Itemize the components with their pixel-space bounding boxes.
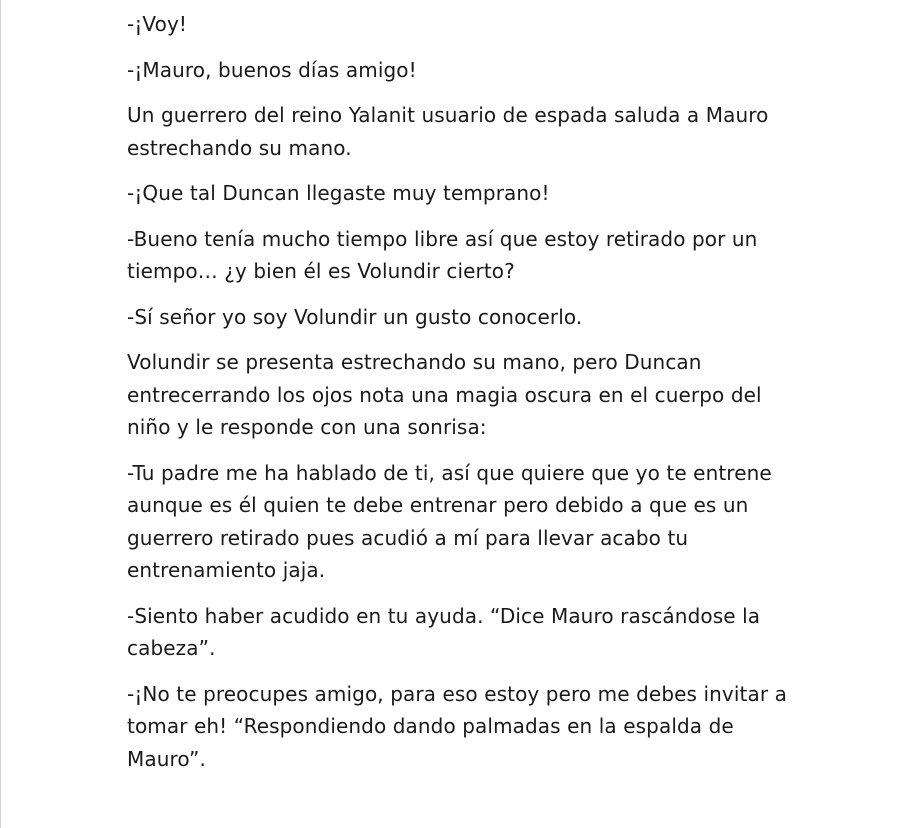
paragraph-10: -¡No te preocupes amigo, para eso estoy pero me debes invitar a tomar eh! “Respondiendo dando palmadas en la espalda de Mauro”. bbox=[127, 681, 787, 771]
paragraph-8: -Tu padre me ha hablado de ti, así que quiere que yo te entrene aunque es él quien te debe entrenar pero debido a que es un guerrero retirado pues acudió a mí para llevar acabo tu entrenamiento jaja. bbox=[127, 460, 772, 582]
document-body bbox=[127, 8, 787, 788]
paragraph-7: Volundir se presenta estrechando su mano, pero Duncan entrecerrando los ojos nota una magia oscura en el cuerpo del niño y le responde con una sonrisa: bbox=[127, 350, 762, 439]
paragraph-4: -¡Que tal Duncan llegaste muy temprano! bbox=[127, 181, 550, 205]
paragraph-9: -Siento haber acudido en tu ayuda. “Dice Mauro rascándose la cabeza”. bbox=[127, 603, 761, 660]
paragraph-3: Un guerrero del reino Yalanit usuario de espada saluda a Mauro estrechando su mano. bbox=[127, 103, 769, 160]
paragraph-5: -Bueno tenía mucho tiempo libre así que estoy retirado por un tiempo… ¿y bien él es Volundir cierto? bbox=[127, 226, 758, 283]
paragraph-6: -Sí señor yo soy Volundir un gusto conocerlo. bbox=[127, 304, 583, 329]
paragraph-2: -¡Mauro, buenos días amigo! bbox=[127, 57, 417, 82]
paragraph-1: -¡Voy! bbox=[127, 12, 188, 36]
